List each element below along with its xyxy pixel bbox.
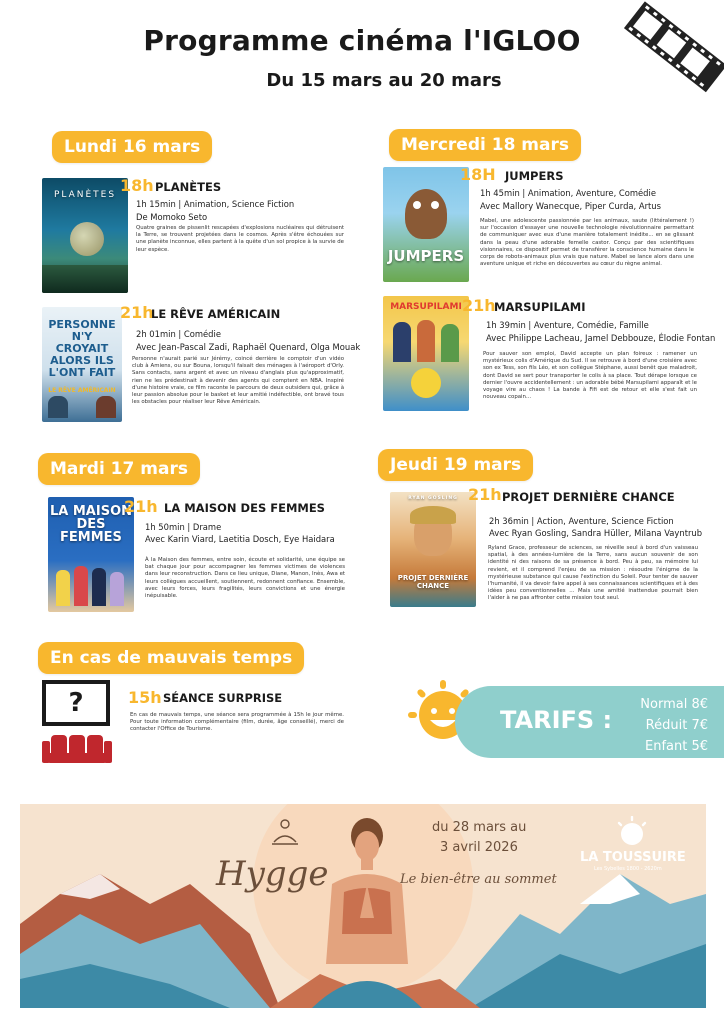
movie-duration-genre: 1h 39min | Aventure, Comédie, Famille: [486, 320, 649, 330]
showtime: 18H: [460, 165, 496, 184]
poster-title: PLANÈTES: [53, 190, 117, 200]
day-label-jeudi: Jeudi 19 mars: [378, 449, 533, 481]
poster-title: PROJET DERNIÈRE CHANCE: [397, 574, 469, 590]
showtime: 21h: [124, 497, 158, 516]
movie-cast: Avec Philippe Lacheau, Jamel Debbouze, Élodie Fontan: [486, 333, 716, 343]
showtime: 21h: [120, 303, 154, 322]
event-dates-line1: du 28 mars au: [432, 820, 527, 835]
screen-icon: [42, 680, 110, 726]
movie-duration-genre: 1h 15min | Animation, Science Fiction: [136, 199, 295, 209]
movie-cast: De Momoko Seto: [136, 212, 208, 222]
film-reel-icon: [622, 0, 724, 100]
poster-title: LA MAISON DES FEMMES: [50, 504, 132, 545]
poster-top-text: RYAN GOSLING: [408, 496, 458, 501]
yoga-woman-illustration: [312, 814, 422, 1008]
movie-cast: Avec Jean-Pascal Zadi, Raphaël Quenard, Olga Mouak: [136, 342, 361, 352]
poster-title: JUMPERS: [387, 247, 465, 265]
movie-title: JUMPERS: [505, 169, 564, 183]
event-dates-line2: 3 avril 2026: [440, 840, 518, 855]
movie-synopsis: Personne n'aurait parié sur Jérémy, coincé derrière le comptoir d'un vidéo club à Amiens, ou sur Bouna, lorsqu'il faisait des ménages à l'aéroport d'Orly. Sans contacts, sans argent et avec un niveau d'anglais plus qu'approximatif, rien ne les prédestinait à devenir des agents qui comptent en NBA. Inspiré d'une histoire vraie, ce film raconte le parcours de deux outsiders qui, grâce à leur passion absolue pour le basket et leur amitié indéfectible, ont bravé tous les obstacles pour réaliser leur Rêve Américain.: [132, 356, 344, 406]
movie-synopsis: Ryland Grace, professeur de sciences, se réveille seul à bord d'un vaisseau spatial, à des années-lumière de la Terre, sans aucun souvenir de son identité ni des raisons de sa présence à bord. Peu à peu, sa mémoire lui revient, et il comprend l'enjeu de sa mission : résoudre l'énigme de la mystérieuse substance qui cause l'extinction du Soleil. Pour tenter de sauver l'humanité, il va devoir faire appel à ses connaissances scientifiques et à des idées peu conventionnelles ... Mais une amitié inattendue pourrait bien l'aider à ne pas affronter cette mission tout seul.: [488, 545, 698, 602]
day-label-weather: En cas de mauvais temps: [38, 642, 304, 674]
movie-cast: Avec Mallory Wanecque, Piper Curda, Artus: [480, 201, 661, 211]
sun-logo-icon: [614, 816, 650, 846]
tarifs-label: TARIFS :: [500, 706, 613, 734]
showtime: 21h: [462, 296, 496, 315]
question-mark-icon: ?: [68, 688, 84, 718]
movie-duration-genre: 2h 36min | Action, Aventure, Science Fiction: [489, 516, 674, 526]
movie-cast: Avec Karin Viard, Laetitia Dosch, Eye Haidara: [145, 534, 335, 544]
tarif-enfant: Enfant 5€: [644, 739, 708, 754]
movie-synopsis: À la Maison des femmes, entre soin, écoute et solidarité, une équipe se bat chaque jour pour accompagner les femmes victimes de violences dans leur reconstruction. Dans ce lieu unique, Diane, Manon, Inès, Awa et leurs collègues accueillent, soutiennent, redonnent confiance. Ensemble, avec leurs forces, leurs fragilités, leurs convictions et une énergie inépuisable.: [145, 557, 345, 600]
movie-title: SÉANCE SURPRISE: [163, 691, 283, 705]
showtime: 18h: [120, 176, 154, 195]
movie-synopsis: Mabel, une adolescente passionnée par les animaux, saute (littéralement !) sur l'occasion d'essayer une nouvelle technologie révolutionnaire permettant de communiquer avec eux d'une manière totalement inédite... en se glissant dans la peau d'une adorable femelle castor. Conçu par des scientifiques visionnaires, ce dispositif permet de transférer la conscience humaine dans le corps de robots-animaux plus vrais que nature. Mabel se lance alors dans une aventure unique et riche en découvertes au cœur du règne animal.: [480, 218, 694, 268]
showtime: 21h: [468, 485, 502, 504]
day-label-mardi: Mardi 17 mars: [38, 453, 200, 485]
movie-title: PROJET DERNIÈRE CHANCE: [502, 490, 675, 504]
tarif-reduit: Réduit 7€: [645, 718, 708, 733]
poster-title: PERSONNE N'Y CROYAIT ALORS ILS L'ONT FAIT: [48, 318, 116, 379]
hygge-title: Hygge: [216, 854, 329, 894]
poster-marsupilami: [383, 296, 469, 411]
movie-synopsis: Quatre graines de pissenlit rescapées d'explosions nucléaires qui détruisent la Terre, se trouvent projetées dans le cosmos. Après s'être échouées sur une planète inconnue, elles partent à la quête d'un sol propice à la survie de leur espèce.: [136, 225, 344, 253]
movie-title: LE RÊVE AMÉRICAIN: [151, 307, 281, 321]
brand-logo-text: LA TOUSSUIRE: [580, 850, 686, 865]
day-label-mercredi: Mercredi 18 mars: [389, 129, 581, 161]
hygge-banner: [20, 804, 706, 1008]
tarif-normal: Normal 8€: [640, 697, 708, 712]
poster-reve-americain: [42, 307, 122, 422]
movie-duration-genre: 1h 45min | Animation, Aventure, Comédie: [480, 188, 656, 198]
showtime: 15h: [128, 688, 162, 707]
movie-synopsis: Pour sauver son emploi, David accepte un plan foireux : ramener un mystérieux colis d'Amérique du Sud. Il se retrouve à bord d'une croisière avec son ex Tess, son fils Léo, et son collègue Stéphane, aussi benêt que maladroit, dont David se sert pour transporter le colis à sa place. Tout dérape lorsque ce dernier l'ouvre accidentellement : un adorable bébé Marsupilami apparaît et le voyage vire au chaos ! La bande à Fifi est de retour et elle s'est fait un nouveau copain...: [483, 351, 697, 401]
poster-title: MARSUPILAMI: [390, 302, 462, 312]
poster-subtitle: LE RÊVE AMÉRICAIN: [48, 387, 116, 394]
brand-subtitle: Les Sybelles 1800 - 2620m: [594, 866, 662, 872]
movie-duration-genre: 2h 01min | Comédie: [136, 329, 221, 339]
movie-title: MARSUPILAMI: [494, 300, 586, 314]
surprise-description: En cas de mauvais temps, une séance sera programmée à 15h le jour même. Pour toute information complémentaire (film, durée, âge conseillé), merci de contacter l'Office de Tourisme.: [130, 712, 344, 733]
poster-projet-derniere-chance: [390, 492, 476, 607]
movie-cast: Avec Ryan Gosling, Sandra Hüller, Milana Vayntrub: [489, 528, 703, 538]
page-title: Programme cinéma l'IGLOO: [143, 24, 581, 57]
poster-jumpers: [383, 167, 469, 282]
movie-duration-genre: 1h 50min | Drame: [145, 522, 222, 532]
movie-title: LA MAISON DES FEMMES: [164, 501, 325, 515]
event-tagline: Le bien-être au sommet: [400, 872, 557, 887]
poster-planetes: [42, 178, 128, 293]
page-subtitle: Du 15 mars au 20 mars: [266, 70, 502, 91]
cinema-seats-icon: [42, 733, 112, 763]
day-label-lundi: Lundi 16 mars: [52, 131, 212, 163]
movie-title: PLANÈTES: [155, 180, 222, 194]
meditation-icon: [270, 818, 300, 846]
poster-maison-des-femmes: [48, 497, 134, 612]
